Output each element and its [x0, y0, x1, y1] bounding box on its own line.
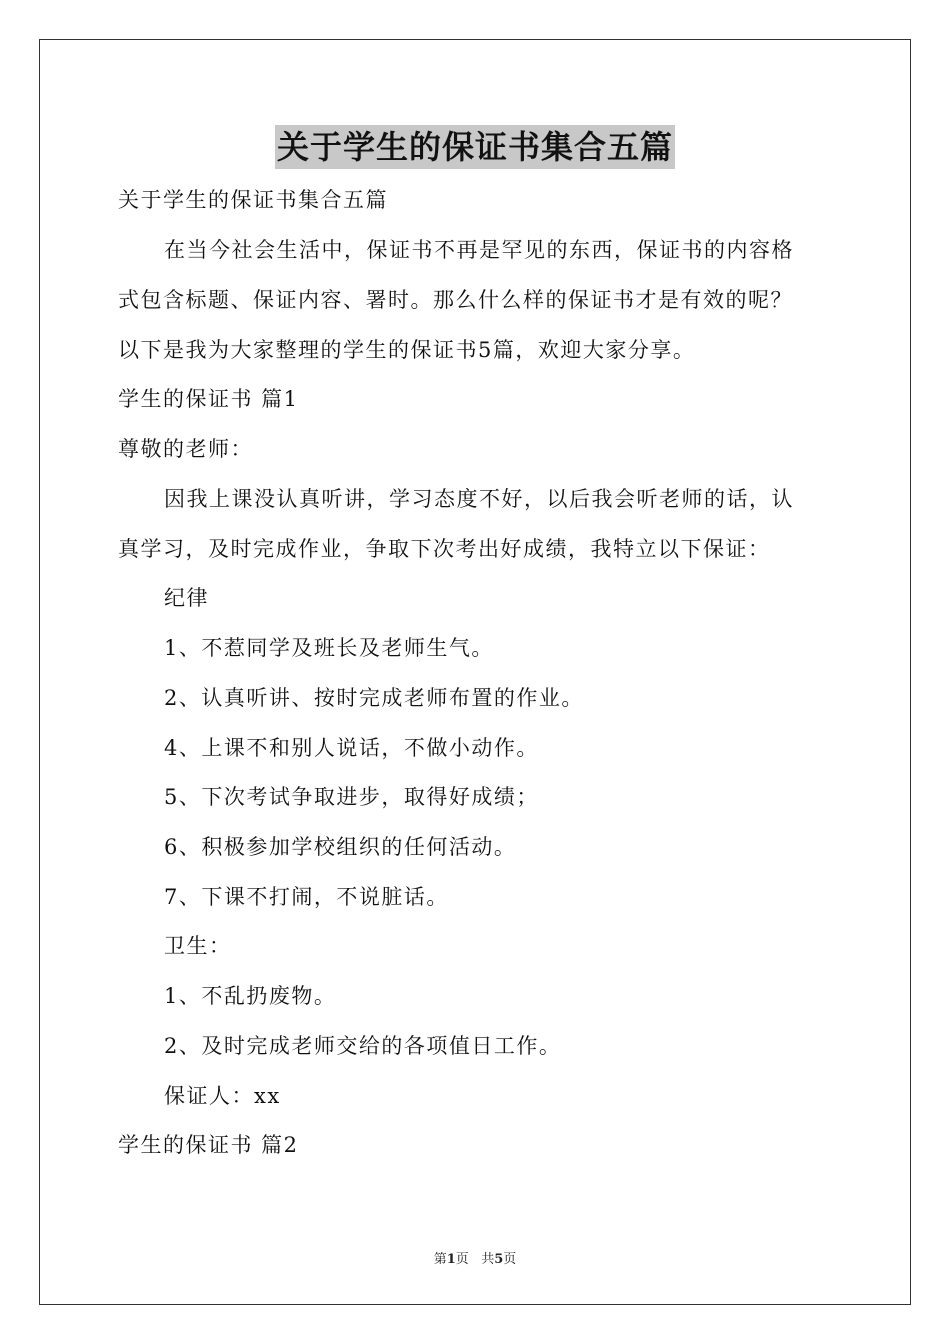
footer-total-pages: 5	[494, 1252, 504, 1267]
list-item: 1、不惹同学及班长及老师生气。	[164, 636, 494, 660]
page-border	[39, 39, 911, 1305]
hygiene-label: 卫生：	[164, 934, 232, 958]
paragraph-line-1: 因我上课没认真听讲，学习态度不好，以后我会听老师的话，认	[164, 487, 794, 511]
footer-total-suffix: 页	[503, 1252, 517, 1267]
footer-total-prefix: 共	[481, 1252, 495, 1267]
footer-page-number: 1	[446, 1252, 456, 1267]
subtitle: 关于学生的保证书集合五篇	[118, 188, 388, 212]
intro-line-2: 式包含标题、保证内容、署时。那么什么样的保证书才是有效的呢？	[118, 288, 793, 312]
footer-prefix: 第	[433, 1252, 447, 1267]
footer-page-suffix: 页	[455, 1252, 469, 1267]
list-item: 2、认真听讲、按时完成老师布置的作业。	[164, 686, 584, 710]
list-item: 2、及时完成老师交给的各项值日工作。	[164, 1034, 562, 1058]
list-item: 5、下次考试争取进步，取得好成绩；	[164, 785, 539, 809]
paragraph-line-2: 真学习，及时完成作业，争取下次考出好成绩，我特立以下保证：	[118, 537, 771, 561]
section-heading-1: 学生的保证书 篇1	[118, 387, 299, 411]
section-heading-2: 学生的保证书 篇2	[118, 1133, 299, 1157]
document-title: 关于学生的保证书集合五篇	[275, 125, 675, 169]
intro-line-1: 在当今社会生活中，保证书不再是罕见的东西，保证书的内容格	[164, 238, 794, 262]
list-item: 4、上课不和别人说话，不做小动作。	[164, 736, 539, 760]
signature: 保证人：xx	[164, 1084, 281, 1108]
salutation: 尊敬的老师：	[118, 437, 253, 461]
list-item: 7、下课不打闹，不说脏话。	[164, 885, 449, 909]
intro-line-3: 以下是我为大家整理的学生的保证书5篇，欢迎大家分享。	[118, 338, 696, 362]
discipline-label: 纪律	[164, 586, 209, 610]
title-wrap	[0, 125, 950, 169]
list-item: 6、积极参加学校组织的任何活动。	[164, 835, 517, 859]
page-footer	[0, 1248, 950, 1267]
list-item: 1、不乱扔废物。	[164, 984, 337, 1008]
